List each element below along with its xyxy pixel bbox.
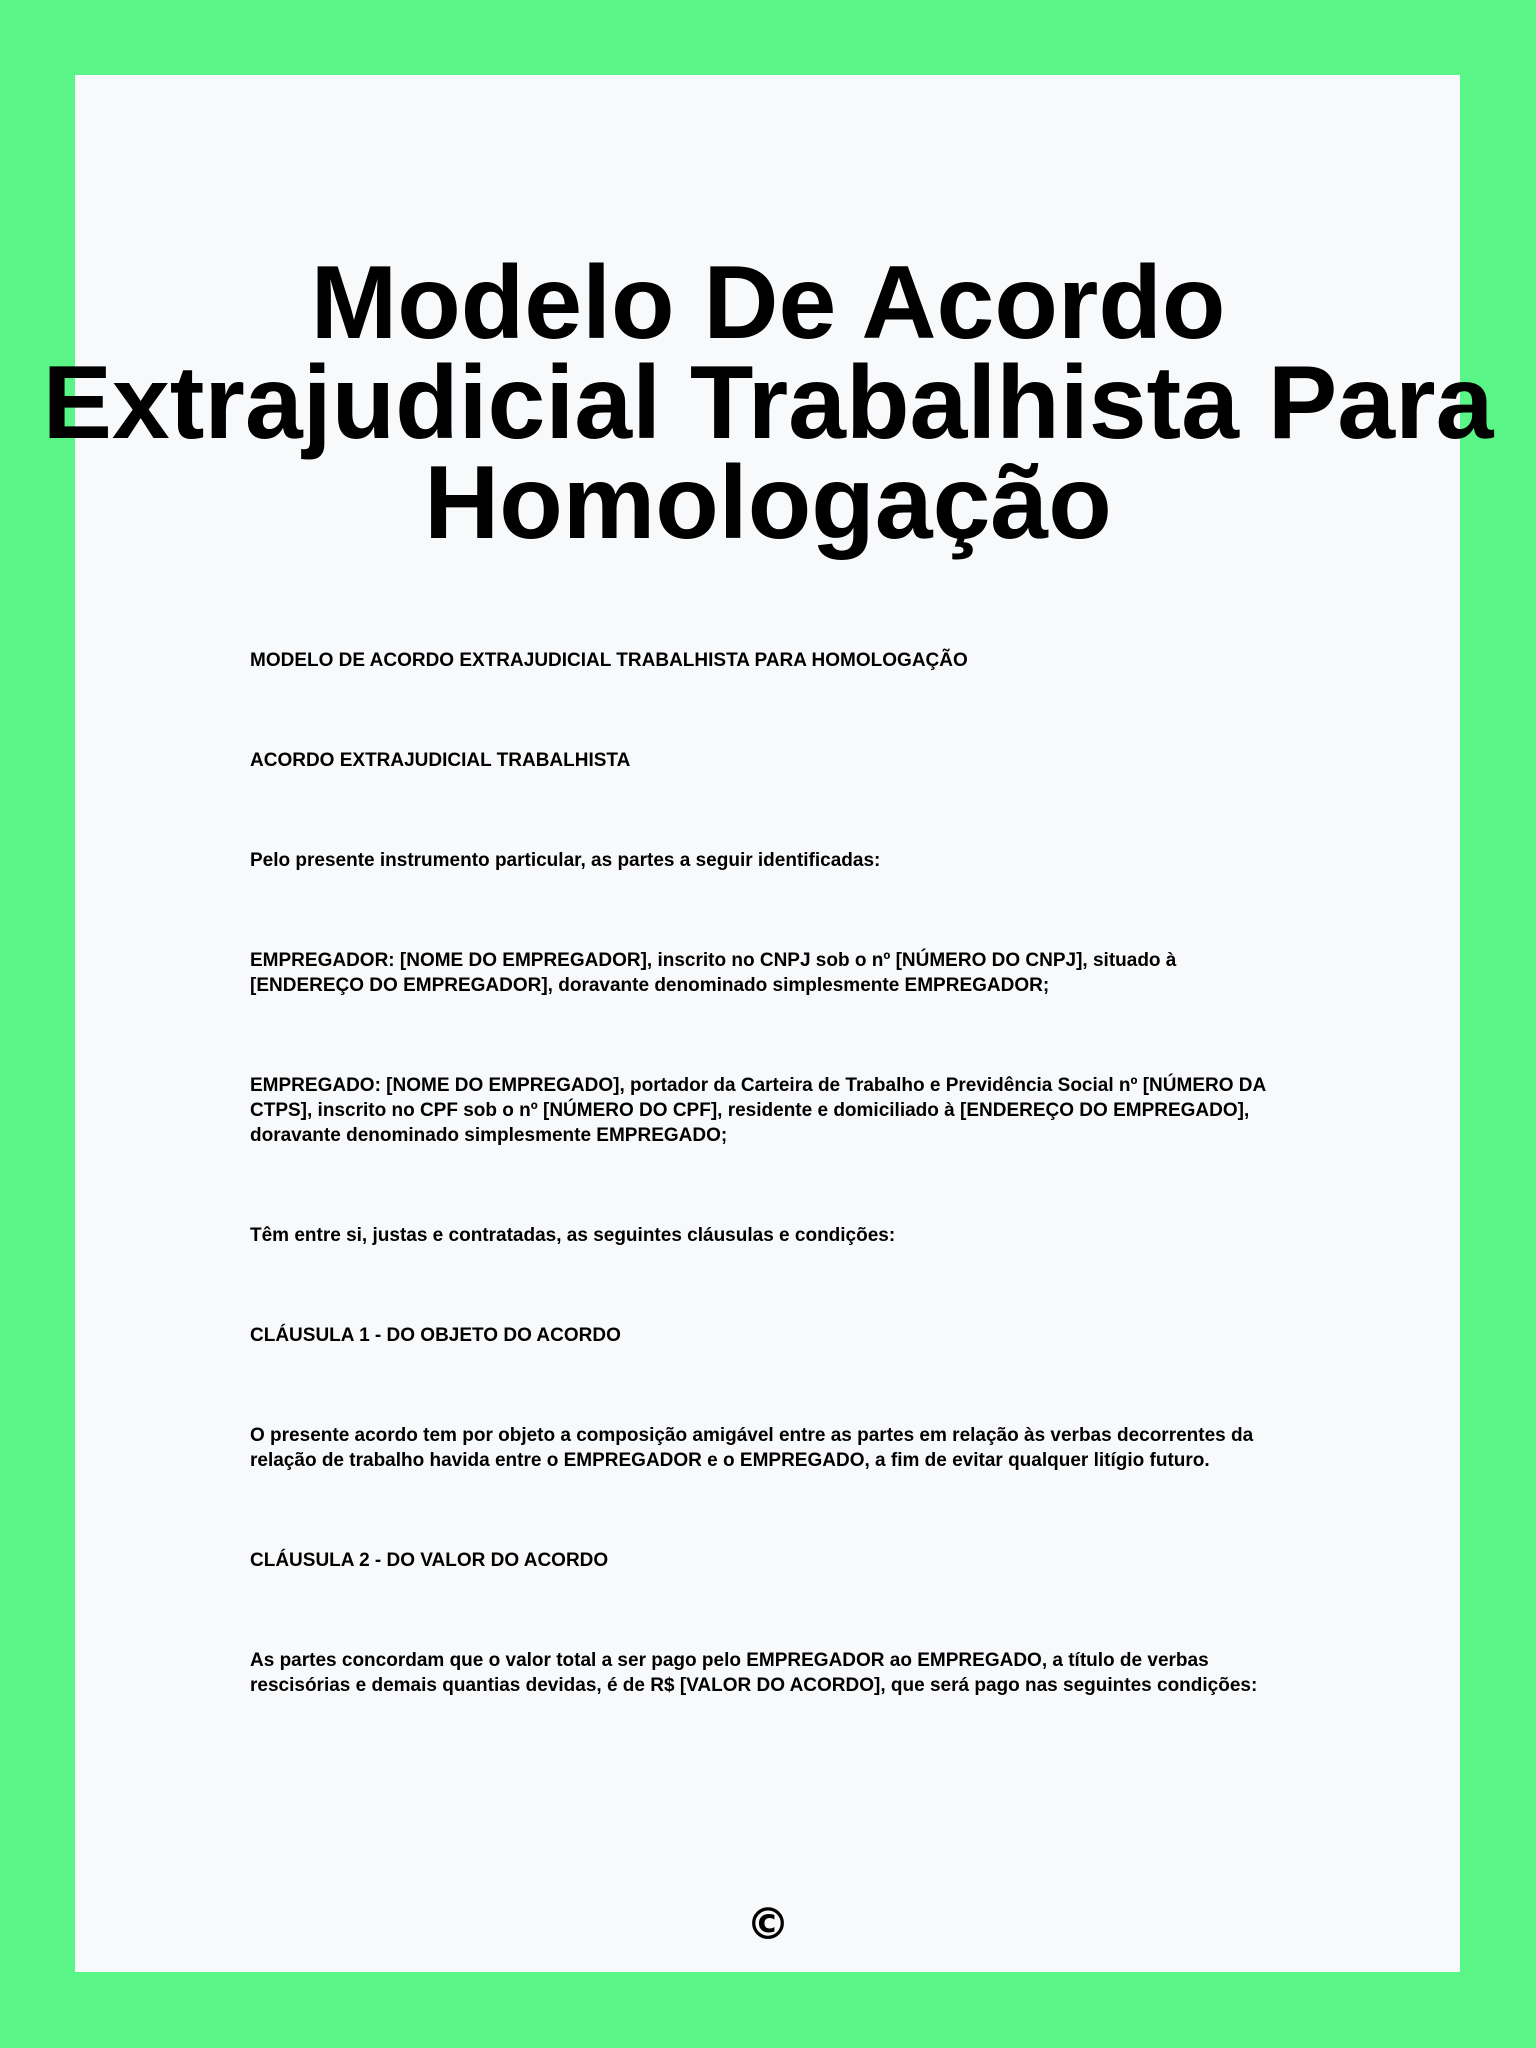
document-body xyxy=(250,648,1270,1773)
employee-paragraph: EMPREGADO: [NOME DO EMPREGADO], portador da Carteira de Trabalho e Previdência Social nº [NÚMERO DA CTPS], inscrito no CPF sob o nº [NÚMERO DO CPF], residente e domiciliado à [ENDEREÇO DO EMPREGADO], doravante denominado simplesmente EMPREGADO; xyxy=(250,1075,1266,1146)
document-title: Modelo De Acordo Extrajudicial Trabalhista Para Homologação xyxy=(42,245,1494,561)
terms-intro-paragraph: Têm entre si, justas e contratadas, as seguintes cláusulas e condições: xyxy=(250,1225,896,1246)
heading-agreement: ACORDO EXTRAJUDICIAL TRABALHISTA xyxy=(250,750,631,771)
heading-model: MODELO DE ACORDO EXTRAJUDICIAL TRABALHISTA PARA HOMOLOGAÇÃO xyxy=(250,650,968,671)
intro-paragraph: Pelo presente instrumento particular, as partes a seguir identificadas: xyxy=(250,850,881,871)
clause-2-text: As partes concordam que o valor total a ser pago pelo EMPREGADOR ao EMPREGADO, a título de verbas rescisórias e demais quantias devidas, é de R$ [VALOR DO ACORDO], que será pago nas seguintes condições: xyxy=(250,1650,1258,1696)
clause-1-heading: CLÁUSULA 1 - DO OBJETO DO ACORDO xyxy=(250,1325,621,1346)
copyright-icon: © xyxy=(746,1899,790,1950)
clause-1-text: O presente acordo tem por objeto a composição amigável entre as partes em relação às verbas decorrentes da relação de trabalho havida entre o EMPREGADOR e o EMPREGADO, a fim de evitar qualquer litígio futuro. xyxy=(250,1425,1254,1471)
clause-2-heading: CLÁUSULA 2 - DO VALOR DO ACORDO xyxy=(250,1550,609,1571)
employer-paragraph: EMPREGADOR: [NOME DO EMPREGADOR], inscrito no CNPJ sob o nº [NÚMERO DO CNPJ], situado à [ENDEREÇO DO EMPREGADOR], doravante denominado simplesmente EMPREGADOR; xyxy=(250,950,1177,996)
